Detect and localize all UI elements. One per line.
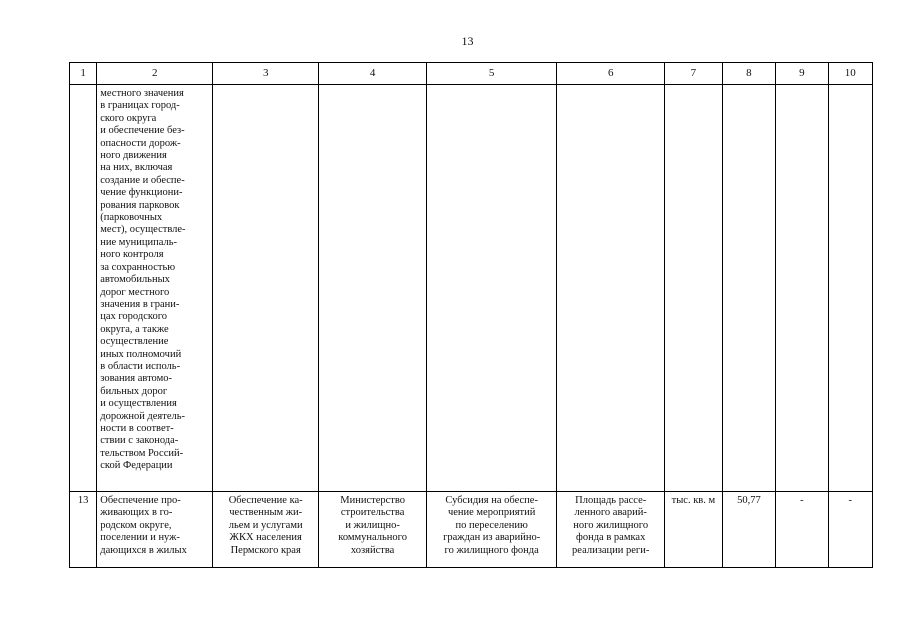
cont-col-5 [427,85,557,492]
text-line: Субсидия на обеспе- [445,495,538,506]
text-line: Министерство [340,495,405,506]
page-number: 13 [461,34,474,48]
text-line: ЖКХ населения [229,532,302,544]
text-line: Пермского края [230,544,301,556]
text-line: ности в соответ- [100,422,174,434]
text-line: цах городского [100,311,167,323]
text-line: местного значения [100,88,184,99]
text-line: Обеспечение ка- [228,495,303,506]
task-cell [97,492,213,568]
text-line: чение мероприятий [447,507,536,519]
text-line: ного жилищного [573,519,649,531]
text-line: опасности дорож- [100,137,181,149]
text-line: в области исполь- [100,360,181,372]
text-line: за сохранностью [100,261,176,273]
cont-col-2 [97,85,213,492]
text-line: го жилищного фонда [444,544,539,556]
header-col-4: 4 [319,63,427,85]
text-line: ленного аварий- [574,507,647,519]
text-line: бильных дорог [100,385,168,397]
text-line: ского округа [100,112,157,124]
text-line: чественным жи- [229,507,303,519]
text-line: ного движения [100,150,167,162]
text-line: (парковочных [100,212,163,224]
text-line: создание и обеспе- [100,174,185,186]
table-row-13 [70,492,873,568]
text-line: ние муниципаль- [100,236,178,248]
unit-cell: тыс. кв. м [665,492,723,568]
cont-col-9 [776,85,828,492]
cont-col-8 [722,85,775,492]
text-line: строительства [340,507,405,519]
text-line: граждан из аварийно- [443,532,541,544]
cont-col-7 [665,85,723,492]
text-line: значения в грани- [100,298,180,310]
indicator-cell [557,492,665,568]
header-col-7: 7 [665,63,723,85]
text-line: хозяйства [350,544,395,556]
text-line: реализации реги- [572,544,650,556]
text-line: дорог местного [100,286,170,298]
text-line: и жилищно- [345,519,400,531]
header-col-6: 6 [557,63,665,85]
cont-col-6 [557,85,665,492]
text-line: автомобильных [100,274,170,286]
text-line: и осуществления [100,398,177,410]
header-col-1: 1 [70,63,97,85]
cont-col-3 [213,85,319,492]
text-line: поселении и нуж- [100,532,180,544]
text-line: дающихся в жилых [100,544,187,556]
cont-col-4 [319,85,427,492]
text-line: мест), осуществле- [100,224,186,236]
continuation-row [70,85,873,492]
cont-col-1 [70,85,97,492]
text-line: рования парковок [100,199,180,211]
text-line: и обеспечение без- [100,125,185,137]
value-cell: 50,77 [722,492,775,568]
header-col-10: 10 [828,63,872,85]
header-col-9: 9 [776,63,828,85]
header-col-2: 2 [97,63,213,85]
col10-cell: - [828,492,872,568]
text-line: ствии с законода- [100,435,179,447]
header-row [70,63,873,85]
text-line: коммунального [338,532,407,544]
text-line: льем и услугами [228,519,303,531]
cont-col-10 [828,85,872,492]
text-line: родском округе, [100,519,172,531]
subsidy-cell [427,492,557,568]
text-line: зования автомо- [100,373,172,385]
text-line: в границах город- [100,100,180,112]
text-line: осуществление [100,336,169,348]
text-line: чение функциони- [100,187,183,199]
text-line: округа, а также [100,323,169,335]
program-table [69,62,873,568]
text-line: фонда в рамках [576,532,646,544]
text-line: иных полномочий [100,348,182,360]
program-cell [213,492,319,568]
ministry-cell [319,492,427,568]
header-col-3: 3 [213,63,319,85]
text-line: на них, включая [100,162,173,174]
col9-cell: - [776,492,828,568]
text-line: живающих в го- [100,507,173,519]
text-line: Обеспечение про- [100,495,181,506]
text-line: тельством Россий- [100,447,184,459]
row-number: 13 [70,492,97,568]
text-line: Площадь рассе- [575,495,647,506]
text-line: ного контроля [100,249,164,261]
header-col-5: 5 [427,63,557,85]
text-line: ской Федерации [100,460,173,472]
text-line: по переселению [455,519,528,531]
header-col-8: 8 [722,63,775,85]
text-line: дорожной деятель- [100,410,186,422]
